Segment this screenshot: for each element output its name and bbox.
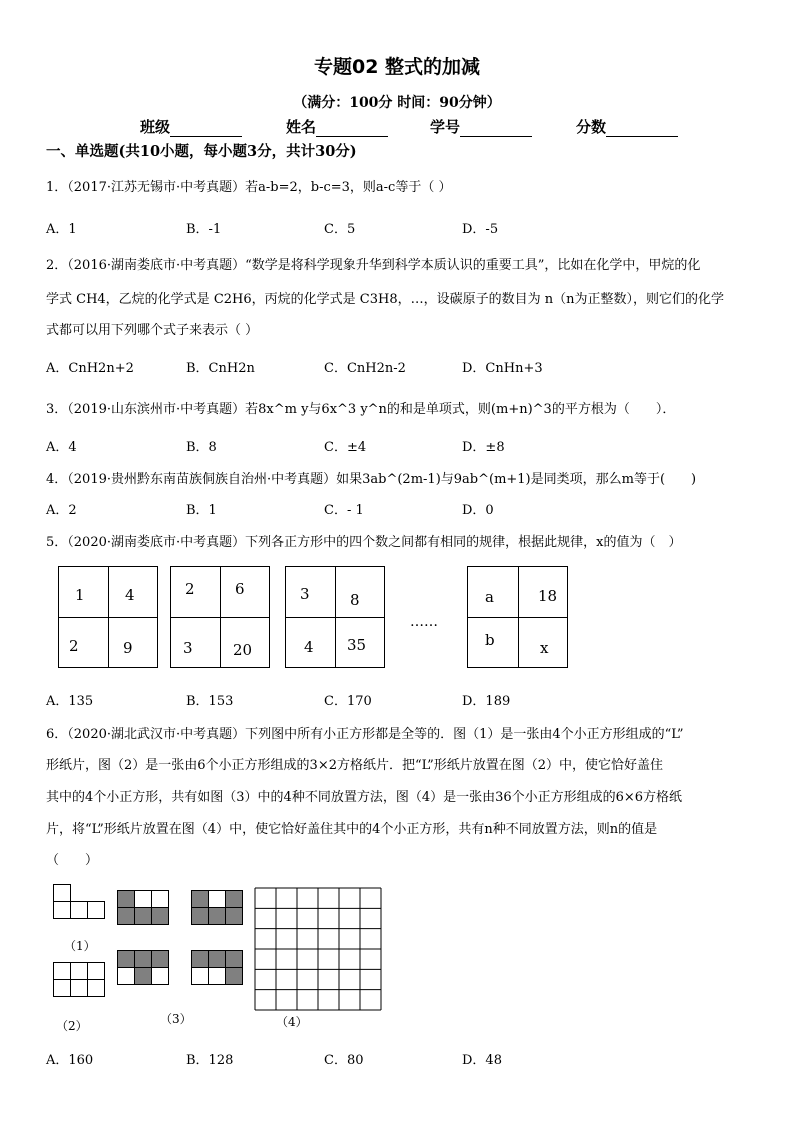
figure-2-caption: （2） [56, 1019, 88, 1033]
question-3-stem: 3．（2019·山东滨州市·中考真题）若8x^m y与6x^3 y^n的和是单项式，则(m+n)^3的平方根为（ ）． [46, 402, 676, 417]
q1-option-b: B．-1 [186, 222, 222, 237]
square-1-cell-br: 9 [123, 639, 133, 657]
square-3-cell-bl: 4 [304, 638, 314, 656]
pattern-ellipsis: …… [410, 614, 438, 630]
question-6-line-4: 片，将“L”形纸片放置在图（4）中，使它恰好盖住其中的4个小正方形，共有n种不同放置方法，则n的值是 [46, 822, 658, 837]
square-4-cell-tr: 18 [538, 587, 558, 605]
figure-3-caption: （3） [160, 1012, 192, 1026]
q3-option-b: B．8 [186, 440, 217, 455]
q6-option-d: D．48 [462, 1053, 502, 1068]
square-1-cell-tl: 1 [75, 586, 85, 604]
question-1-stem: 1．（2017·江苏无锡市·中考真题）若a-b=2，b-c=3，则a-c等于（ ） [46, 180, 452, 195]
q2-option-d: D．CnHn+3 [462, 361, 543, 376]
q4-option-c: C．- 1 [324, 503, 364, 518]
q5-option-b: B．153 [186, 694, 234, 709]
question-6-line-5: （ ） [46, 853, 99, 868]
question-4-stem: 4．（2019·贵州黔东南苗族侗族自治州·中考真题）如果3ab^(2m-1)与9ab^(m+1)是同类项，那么m等于( ) [46, 472, 697, 487]
q3-option-d: D．±8 [462, 440, 505, 455]
q1-option-c: C．5 [324, 222, 356, 237]
square-2-cell-bl: 3 [183, 639, 193, 657]
q5-option-c: C．170 [324, 694, 372, 709]
question-6-line-3: 其中的4个小正方形，共有如图（3）中的4种不同放置方法，图（4）是一张由36个小正方形组成的6×6方格纸 [46, 790, 683, 805]
q5-option-d: D．189 [462, 694, 511, 709]
square-2-cell-br: 20 [233, 641, 253, 659]
q6-option-c: C．80 [324, 1053, 364, 1068]
question-2-line-1: 2．（2016·湖南娄底市·中考真题）“数学是将科学现象升华到科学本质认识的重要工具”，比如在化学中，甲烷的化 [46, 258, 701, 273]
square-4-cell-br: x [540, 639, 549, 657]
info-class: 班级 [140, 116, 242, 137]
number-square-4 [467, 566, 568, 668]
figure-4-six-by-six-grid [254, 887, 382, 1011]
square-4-cell-bl: b [485, 631, 495, 649]
square-3-cell-tr: 8 [350, 591, 360, 609]
page-title: 专题02 整式的加减 [313, 56, 481, 78]
q1-option-d: D．-5 [462, 222, 499, 237]
square-1-cell-bl: 2 [69, 637, 79, 655]
square-3-cell-br: 35 [347, 636, 367, 654]
q3-option-c: C．±4 [324, 440, 367, 455]
q2-option-b: B．CnH2n [186, 361, 255, 376]
figure-1-caption: （1） [64, 939, 96, 953]
question-2-line-2: 学式 CH4，乙烷的化学式是 C2H6，丙烷的化学式是 C3H8，…，设碳原子的数目为 n（n为正整数），则它们的化学 [46, 292, 724, 307]
question-6-line-1: 6．（2020·湖北武汉市·中考真题）下列图中所有小正方形都是全等的．图（1）是一张由4个小正方形组成的“L” [46, 727, 684, 742]
q2-option-c: C．CnH2n-2 [324, 361, 406, 376]
question-6-line-2: 形纸片，图（2）是一张由6个小正方形组成的3×2方格纸片．把“L”形纸片放置在图（2）中，使它恰好盖住 [46, 758, 664, 773]
number-square-1 [58, 566, 158, 668]
number-square-2 [170, 566, 270, 668]
q3-option-a: A．4 [46, 440, 77, 455]
page-subtitle: （满分：100分 时间：90分钟） [293, 95, 501, 111]
number-square-3 [285, 566, 385, 668]
q6-option-a: A．160 [46, 1053, 94, 1068]
info-name: 姓名 [286, 116, 388, 137]
info-score: 分数 [576, 116, 678, 137]
square-2-cell-tr: 6 [235, 580, 245, 598]
section-heading: 一、单选题(共10小题，每小题3分，共计30分) [46, 143, 357, 160]
square-4-cell-tl: a [485, 588, 494, 606]
square-2-cell-tl: 2 [185, 580, 195, 598]
q4-option-b: B．1 [186, 503, 217, 518]
question-5-stem: 5．（2020·湖南娄底市·中考真题）下列各正方形中的四个数之间都有相同的规律，根据此规律，x的值为（ ） [46, 535, 682, 550]
q2-option-a: A．CnH2n+2 [46, 361, 134, 376]
figure-4-caption: （4） [276, 1015, 308, 1029]
q4-option-a: A．2 [46, 503, 77, 518]
q4-option-d: D．0 [462, 503, 494, 518]
q6-option-b: B．128 [186, 1053, 234, 1068]
q1-option-a: A．1 [46, 222, 77, 237]
square-3-cell-tl: 3 [300, 585, 310, 603]
q5-option-a: A．135 [46, 694, 94, 709]
question-2-line-3: 式都可以用下列哪个式子来表示（ ） [46, 323, 259, 338]
square-1-cell-tr: 4 [125, 586, 135, 604]
info-id: 学号 [430, 116, 532, 137]
